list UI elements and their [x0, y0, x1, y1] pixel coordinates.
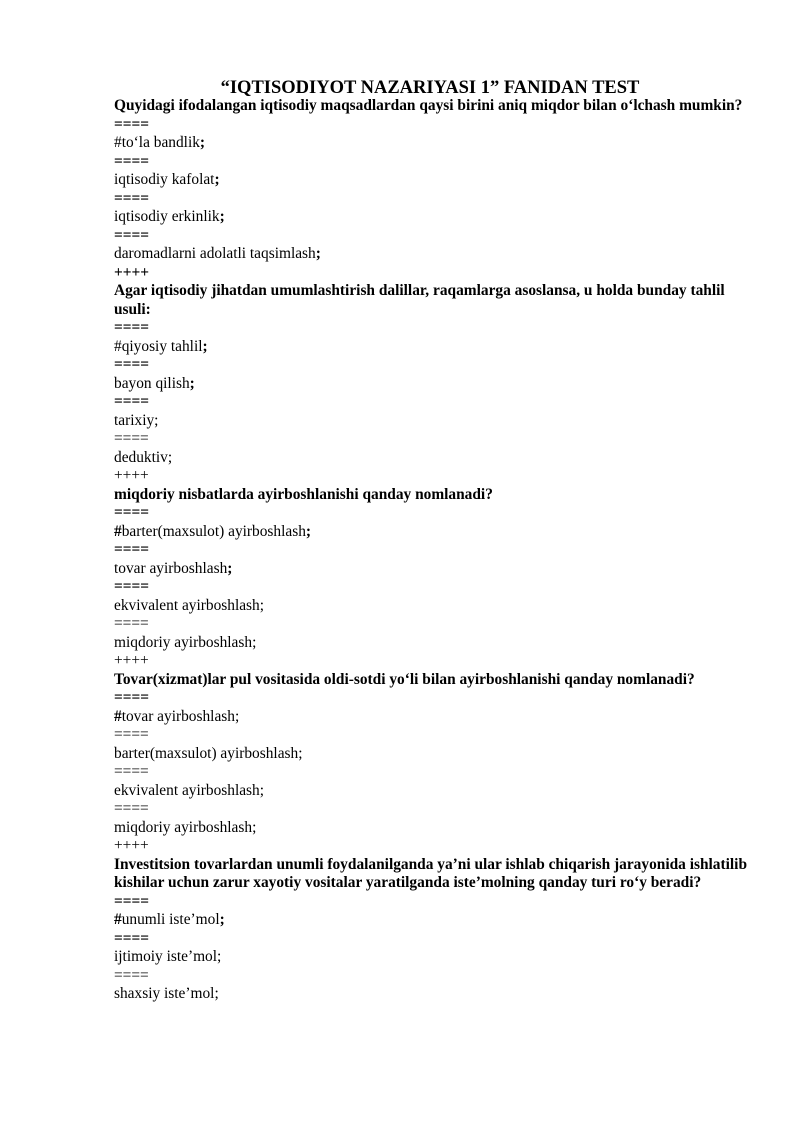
answer-terminator: ;: [219, 911, 225, 928]
correct-marker: #: [114, 911, 122, 928]
answer-option: [114, 449, 764, 468]
question-block: [114, 671, 764, 856]
question-block: [114, 282, 764, 486]
answer-terminator: ;: [227, 559, 233, 577]
answer-option: [114, 597, 764, 616]
answer-option: [114, 412, 764, 431]
question-end-marker: ++++: [114, 837, 149, 854]
answer-text: deduktiv;: [114, 448, 173, 466]
question-text: Agar iqtisodiy jihatdan umumlashtirish dalillar, raqamlarga asoslansa, u holda bunday tahlil usuli:: [114, 282, 725, 318]
question-text: Investitsion tovarlardan unumli foydalanilganda ya’ni ular ishlab chiqarish jarayonida ishlatilib kishilar uchun zarur xayotiy vositalar yaratilganda iste’molning qanday turi ro‘y beradi?: [114, 855, 748, 891]
answer-separator: ====: [114, 226, 150, 244]
document-title: “IQTISODIYOT NAZARIYASI 1” FANIDAN TEST: [220, 78, 640, 98]
answer-separator: ====: [114, 152, 150, 170]
answer-separator: ====: [114, 892, 150, 910]
answer-text: to‘la bandlik: [121, 134, 200, 151]
answer-separator: ====: [114, 504, 150, 521]
answer-terminator: ;: [202, 337, 208, 355]
answer-separator: ====: [114, 115, 150, 133]
answer-separator: ====: [114, 393, 150, 410]
answer-separator: ====: [114, 726, 149, 743]
answer-option: [114, 708, 764, 727]
question-text: Tovar(xizmat)lar pul vositasida oldi-sotdi yo‘li bilan ayirboshlanishi qanday nomlanadi?: [114, 670, 695, 688]
answer-option: [114, 985, 764, 1004]
answer-terminator: ;: [199, 134, 206, 151]
answer-separator: ====: [114, 319, 150, 336]
answer-separator: ====: [114, 356, 150, 373]
answer-separator: ====: [114, 615, 149, 632]
answer-text: ekvivalent ayirboshlash;: [114, 781, 265, 799]
answer-terminator: ;: [214, 171, 220, 188]
answer-option: [114, 911, 764, 930]
answer-option: [114, 171, 764, 190]
correct-marker: #: [114, 522, 122, 540]
answer-separator: ====: [114, 430, 149, 447]
question-text: miqdoriy nisbatlarda ayirboshlanishi qanday nomlanadi?: [114, 485, 493, 503]
answer-option: [114, 948, 764, 967]
answer-option: [114, 560, 764, 579]
test-content: [114, 97, 764, 1004]
answer-option: [114, 208, 764, 227]
answer-text: tovar ayirboshlash;: [121, 707, 240, 725]
answer-separator: ====: [114, 929, 150, 947]
answer-text: ijtimoiy iste’mol;: [114, 948, 222, 965]
answer-option: [114, 338, 764, 357]
answer-option: [114, 375, 764, 394]
answer-text: ekvivalent ayirboshlash;: [114, 596, 265, 614]
question-block: [114, 486, 764, 671]
answer-terminator: ;: [219, 208, 225, 225]
answer-separator: ====: [114, 800, 149, 817]
correct-marker: #: [114, 337, 122, 355]
answer-text: bayon qilish: [114, 374, 190, 392]
question-block: [114, 856, 764, 1004]
answer-text: iqtisodiy erkinlik: [114, 208, 220, 225]
answer-option: [114, 245, 764, 264]
answer-option: [114, 745, 764, 764]
answer-text: tarixiy;: [114, 411, 159, 429]
answer-text: iqtisodiy kafolat: [114, 171, 215, 188]
answer-text: miqdoriy ayirboshlash;: [114, 818, 257, 836]
question-end-marker: ++++: [114, 467, 149, 484]
question-end-marker: ++++: [114, 652, 149, 669]
question-text: Quyidagi ifodalangan iqtisodiy maqsadlardan qaysi birini aniq miqdor bilan o‘lchash mumkin?: [114, 97, 743, 114]
answer-terminator: ;: [315, 245, 321, 262]
answer-option: [114, 134, 764, 153]
answer-separator: ====: [114, 541, 150, 558]
answer-option: [114, 523, 764, 542]
answer-separator: ====: [114, 966, 149, 984]
answer-option: [114, 819, 764, 838]
answer-text: qiyosiy tahlil: [121, 337, 203, 355]
question-block: [114, 97, 764, 282]
answer-text: daromadlarni adolatli taqsimlash: [114, 245, 316, 262]
answer-terminator: ;: [189, 374, 195, 392]
answer-text: barter(maxsulot) ayirboshlash;: [114, 744, 303, 762]
answer-text: unumli iste’mol: [121, 911, 220, 928]
answer-text: barter(maxsulot) ayirboshlash: [121, 522, 306, 540]
answer-text: shaxsiy iste’mol;: [114, 985, 219, 1002]
answer-terminator: ;: [305, 522, 312, 540]
answer-separator: ====: [114, 189, 150, 207]
answer-separator: ====: [114, 763, 149, 780]
correct-marker: #: [114, 707, 122, 725]
question-end-marker: ++++: [114, 263, 150, 281]
answer-text: miqdoriy ayirboshlash;: [114, 633, 257, 651]
answer-separator: ====: [114, 689, 150, 706]
answer-text: tovar ayirboshlash: [114, 559, 228, 577]
answer-option: [114, 782, 764, 801]
correct-marker: #: [114, 134, 122, 151]
answer-option: [114, 634, 764, 653]
answer-separator: ====: [114, 578, 150, 595]
